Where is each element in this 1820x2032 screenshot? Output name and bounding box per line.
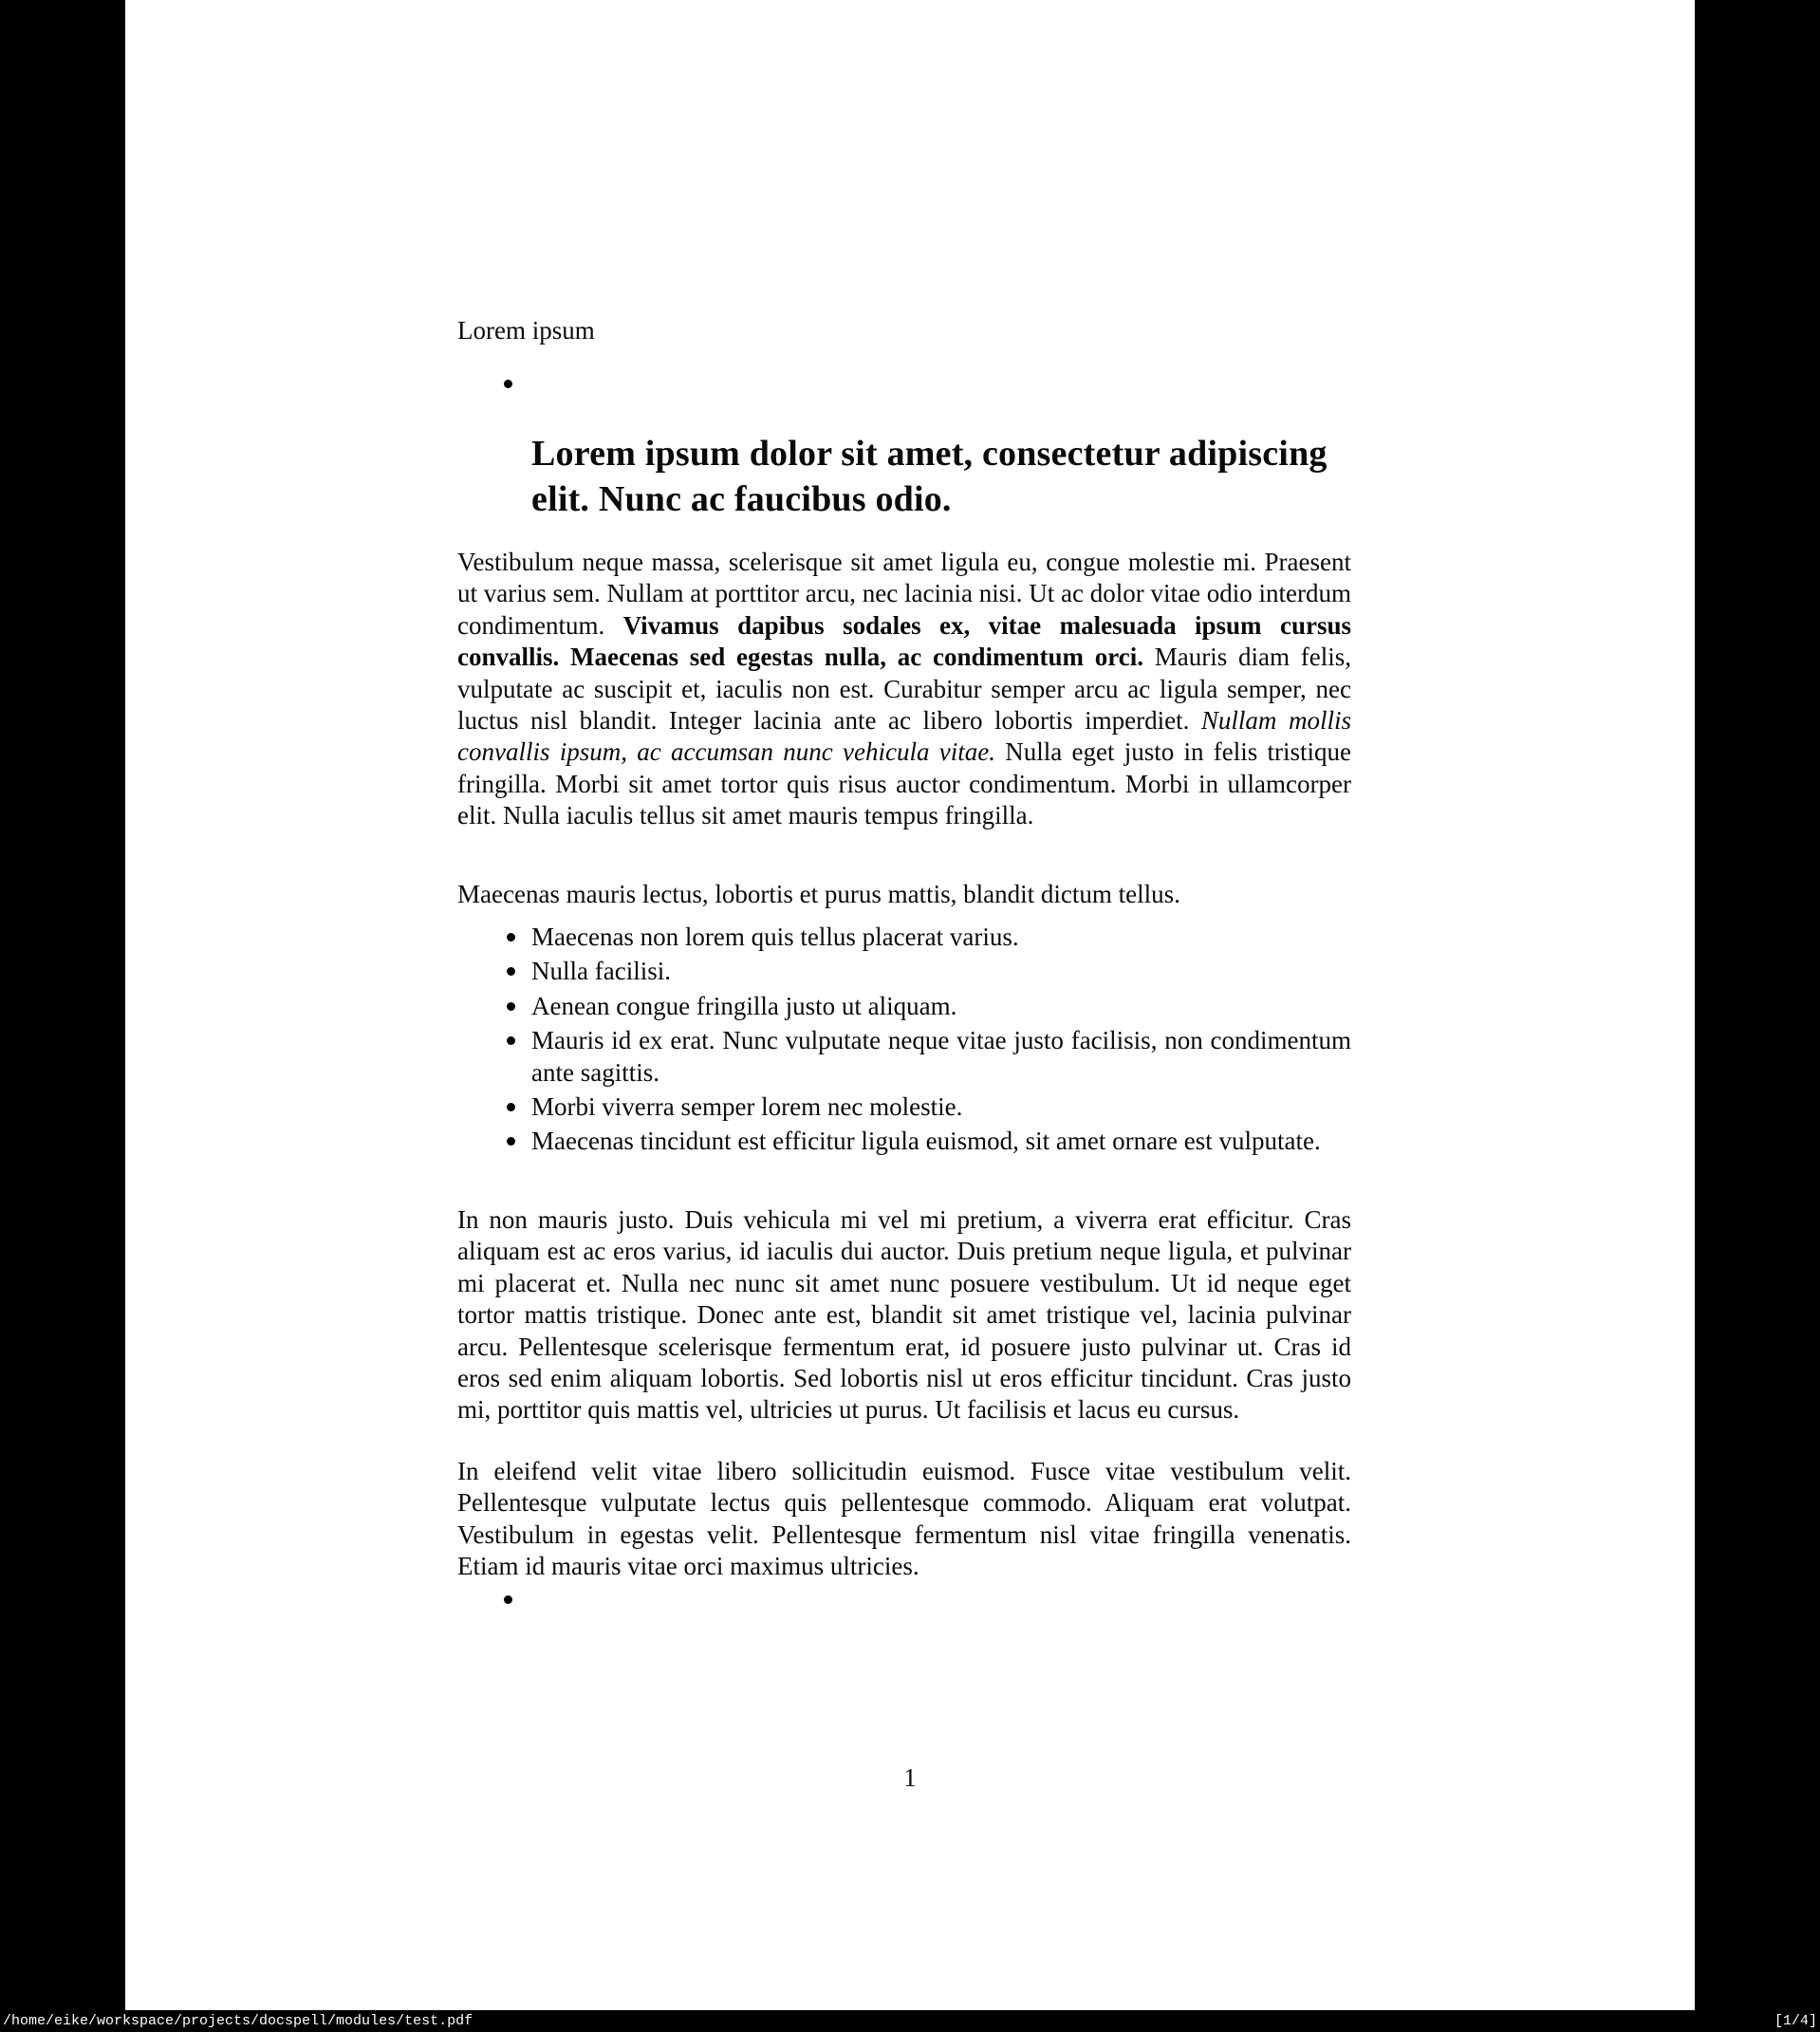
page-number: 1 bbox=[903, 1763, 917, 1792]
paragraph-3: In non mauris justo. Duis vehicula mi vel mi pretium, a viverra erat efficitur. Cras aliquam est ac eros varius, id iaculis dui auctor. Duis pretium neque ligula, et pulvinar mi placerat et. Nulla nec nunc sit amet nunc posuere vestibulum. Ut id neque eget tortor mattis tristique. Donec ante est, blandit sit amet tristique vel, lacinia pulvinar arcu. Pellentesque scelerisque fermentum erat, id posuere justo pulvinar ut. Cras id eros sed enim aliquam lobortis. Sed lobortis nisl ut eros efficitur tincidunt. Cras justo mi, porttitor quis mattis vel, ultricies ut purus. Ut facilisis et lacus eu cursus. bbox=[457, 1205, 1351, 1425]
bullet-marker-icon bbox=[504, 1595, 512, 1604]
bullet-list bbox=[457, 922, 1351, 1161]
text-segment-bold: Vivamus dapibus sodales ex, vitae malesuada ipsum cursus convallis. Maecenas sed egestas nulla, ac condimentum orci. bbox=[457, 610, 1351, 672]
text-segment-normal: Mauris diam felis, vulputate ac suscipit et, iaculis non est. Curabitur semper arcu ac ligula semper, nec luctus nisl blandit. Integer lacinia ante ac libero lobortis imperdiet. bbox=[457, 643, 1351, 736]
paragraph-2: Maecenas mauris lectus, lobortis et purus mattis, blandit dictum tellus. bbox=[457, 880, 1180, 908]
paragraph-1 bbox=[457, 547, 1351, 832]
text-segment-italic: Nullam mollis convallis ipsum, ac accumsan nunc vehicula vitae. bbox=[457, 706, 1351, 767]
list-item: Maecenas non lorem quis tellus placerat varius. bbox=[531, 922, 1351, 953]
list-item: Morbi viverra semper lorem nec molestie. bbox=[531, 1091, 1351, 1123]
list-item: Nulla facilisi. bbox=[531, 956, 1351, 987]
paragraph-4: In eleifend velit vitae libero sollicitudin euismod. Fusce vitae vestibulum velit. Pellentesque vulputate lectus quis pellentesque commodo. Aliquam erat volutpat. Vestibulum in egestas velit. Pellentesque fermentum nisl vitae fringilla venenatis. Etiam id mauris vitae orci maximus ultricies. bbox=[457, 1457, 1351, 1581]
section-heading: Lorem ipsum dolor sit amet, consectetur adipiscing elit. Nunc ac faucibus odio. bbox=[531, 434, 1328, 519]
statusbar-file-path: /home/eike/workspace/projects/docspell/modules/test.pdf bbox=[3, 2013, 474, 2029]
list-item: Maecenas tincidunt est efficitur ligula euismod, sit amet ornare est vulputate. bbox=[531, 1126, 1351, 1157]
text-segment-normal: Vestibulum neque massa, scelerisque sit amet ligula eu, congue molestie mi. Praesent ut varius sem. Nullam at porttitor arcu, nec lacinia nisi. Ut ac dolor vitae odio interdum condimentum. bbox=[457, 548, 1351, 640]
list-item: Mauris id ex erat. Nunc vulputate neque vitae justo facilisis, non condimentum ante sagittis. bbox=[531, 1025, 1351, 1089]
statusbar-page-indicator: [1/4] bbox=[1774, 2013, 1817, 2029]
text-segment-normal: Nulla eget justo in felis tristique fringilla. Morbi sit amet tortor quis risus auctor condimentum. Morbi in ullamcorper elit. Nulla iaculis tellus sit amet mauris tempus fringilla. bbox=[457, 737, 1351, 830]
bullet-marker-icon bbox=[504, 380, 512, 388]
statusbar bbox=[0, 2010, 1820, 2032]
bullet-list-items bbox=[457, 922, 1351, 1158]
list-item: Aenean congue fringilla justo ut aliquam. bbox=[531, 991, 1351, 1022]
intro-text: Lorem ipsum bbox=[457, 316, 595, 345]
document-page[interactable] bbox=[125, 0, 1695, 2010]
